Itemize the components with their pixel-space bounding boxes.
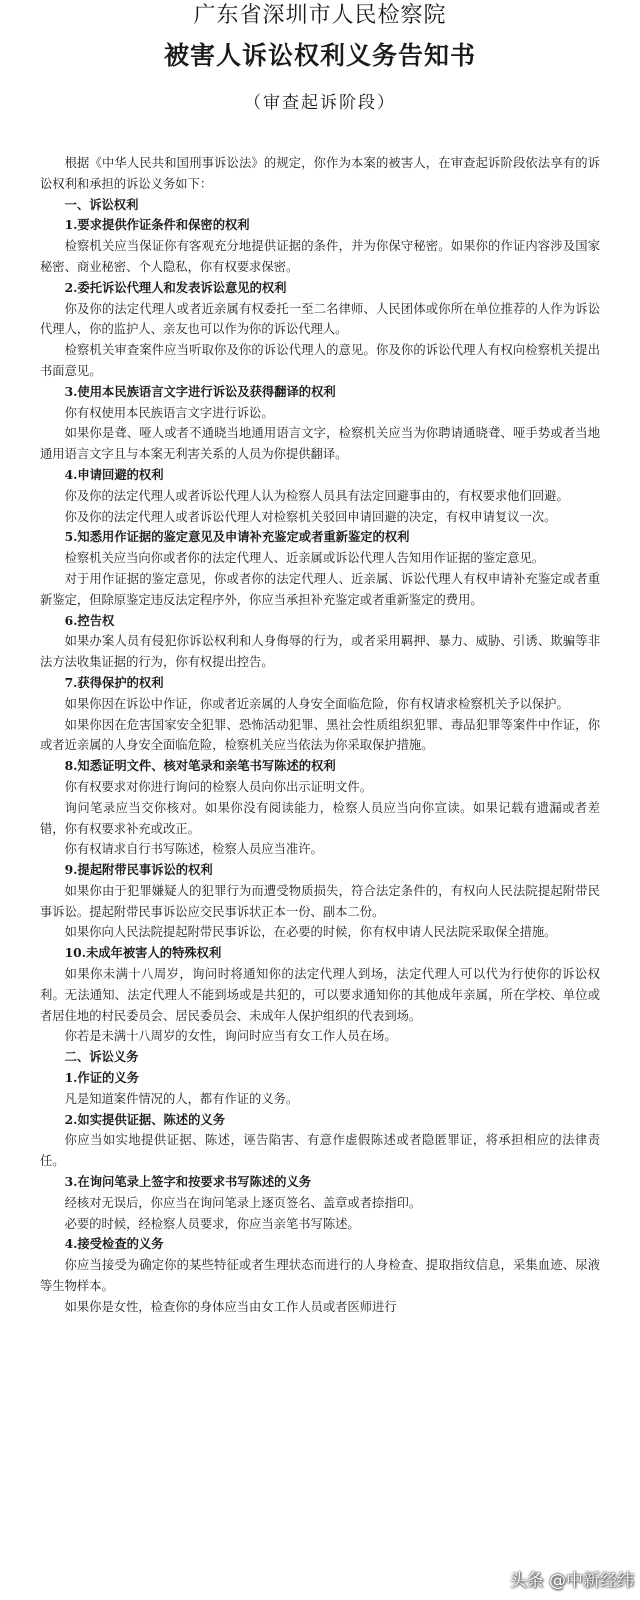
document-title: 被害人诉讼权利义务告知书	[163, 41, 476, 70]
paragraph: 对于用作证据的鉴定意见，你或者你的法定代理人、近亲属、诉讼代理人有权申请补充鉴定或者重新鉴定，但除原鉴定违反法定程序外，你应当承担补充鉴定或者重新鉴定的费用。	[40, 571, 600, 607]
item-heading: 2.如实提供证据、陈述的义务	[64, 1111, 225, 1127]
paragraph: 如果你是聋、哑人或者不通晓当地通用语言文字，检察机关应当为你聘请通晓聋、哑手势或者当地通用语言文字且与本案无利害关系的人员为你提供翻译。	[40, 426, 600, 462]
paragraph: 如果你因在危害国家安全犯罪、恐怖活动犯罪、黑社会性质组织犯罪、毒品犯罪等案件中作证，你或者近亲属的人身安全面临危险，检察机关应当依法为你采取保护措施。	[40, 717, 600, 753]
item-heading: 5.知悉用作证据的鉴定意见及申请补充鉴定或者重新鉴定的权利	[64, 529, 410, 545]
item-heading: 6.控告权	[64, 612, 115, 628]
paragraph: 检察机关审查案件应当听取你及你的诉讼代理人的意见。你及你的诉讼代理人有权向检察机关提出书面意见。	[40, 343, 600, 378]
paragraph: 你若是未满十八周岁的女性，询问时应当有女工作人员在场。	[64, 1029, 397, 1044]
paragraph: 如果你未满十八周岁，询问时将通知你的法定代理人到场，法定代理人可以代为行使你的诉讼权利。无法通知、法定代理人不能到场或是共犯的，可以要求通知你的其他成年亲属，所在学校、单位或者居住地的村民委员会、居民委员会、未成年人保护组织的代表到场。	[40, 967, 600, 1023]
paragraph: 你有权要求对你进行询问的检察人员向你出示证明文件。	[64, 779, 373, 794]
section-heading: 二、诉讼义务	[64, 1049, 139, 1065]
paragraph: 你应当接受为确定你的某些特征或者生理状态而进行的人身检查、提取指纹信息，采集血迹、尿液等生物样本。	[40, 1258, 600, 1294]
item-heading: 4.申请回避的权利	[64, 466, 164, 482]
paragraph: 如果你由于犯罪嫌疑人的犯罪行为而遭受物质损失，符合法定条件的，有权向人民法院提起附带民事诉讼。提起附带民事诉讼应交民事诉状正本一份、副本二份。	[40, 883, 600, 919]
paragraph: 经核对无误后，你应当在询问笔录上逐页签名、盖章或者捺指印。	[64, 1195, 422, 1210]
document-subtitle: （审查起诉阶段）	[244, 93, 396, 113]
paragraph: 如果你是女性，检查你的身体应当由女工作人员或者医师进行	[64, 1299, 397, 1314]
paragraph: 如果办案人员有侵犯你诉讼权利和人身侮辱的行为，或者采用羁押、暴力、威胁、引诱、欺骗等非法方法收集证据的行为，你有权提出控告。	[40, 634, 600, 670]
paragraph: 你有权请求自行书写陈述，检察人员应当准许。	[64, 842, 323, 857]
paragraph: 你及你的法定代理人或者近亲属有权委托一至二名律师、人民团体或你所在单位推荐的人作为诉讼代理人，你的监护人、亲友也可以作为你的诉讼代理人。	[40, 301, 600, 337]
item-heading: 7.获得保护的权利	[64, 674, 164, 690]
paragraph: 如果你向人民法院提起附带民事诉讼，在必要的时候，你有权申请人民法院采取保全措施。	[64, 925, 557, 940]
paragraph: 凡是知道案件情况的人，都有作证的义务。	[64, 1091, 299, 1106]
paragraph: 根据《中华人民共和国刑事诉讼法》的规定，你作为本案的被害人，在审查起诉阶段依法享有的诉讼权利和承担的诉讼义务如下：	[40, 156, 600, 191]
paragraph: 必要的时候，经检察人员要求，你应当亲笔书写陈述。	[64, 1216, 360, 1231]
item-heading: 1.作证的义务	[64, 1070, 139, 1086]
issuing-organization: 广东省深圳市人民检察院	[193, 3, 447, 28]
paragraph: 检察机关应当保证你有客观充分地提供证据的条件，并为你保守秘密。如果你的作证内容涉及国家秘密、商业秘密、个人隐私，你有权要求保密。	[40, 239, 600, 274]
paragraph: 检察机关应当向你或者你的法定代理人、近亲属或诉讼代理人告知用作证据的鉴定意见。	[64, 551, 545, 566]
paragraph: 你及你的法定代理人或者诉讼代理人认为检察人员具有法定回避事由的，有权要求他们回避。	[64, 488, 569, 503]
item-heading: 8.知悉证明文件、核对笔录和亲笔书写陈述的权利	[64, 758, 336, 774]
paragraph: 你应当如实地提供证据、陈述，诬告陷害、有意作虚假陈述或者隐匿罪证，将承担相应的法律责任。	[40, 1133, 600, 1169]
paragraph: 你及你的法定代理人或者诉讼代理人对检察机关驳回申请回避的决定，有权申请复议一次。	[64, 509, 557, 524]
paragraph: 询问笔录应当交你核对。如果你没有阅读能力，检察人员应当向你宣读。如果记载有遗漏或者差错，你有权要求补充或改正。	[40, 800, 600, 836]
item-heading: 4.接受检查的义务	[64, 1236, 164, 1252]
document-body	[40, 153, 600, 1318]
section-heading: 一、诉讼权利	[64, 196, 139, 212]
item-heading: 1.要求提供作证条件和保密的权利	[64, 217, 250, 233]
item-heading: 2.委托诉讼代理人和发表诉讼意见的权利	[64, 279, 287, 295]
paragraph: 你有权使用本民族语言文字进行诉讼。	[64, 405, 274, 420]
item-heading: 3.在询问笔录上签字和按要求书写陈述的义务	[64, 1174, 312, 1190]
source-watermark: 头条 @中新经纬	[509, 1571, 634, 1591]
item-heading: 3.使用本民族语言文字进行诉讼及获得翻译的权利	[64, 383, 336, 399]
item-heading: 10.未成年被害人的特殊权利	[64, 945, 222, 961]
paragraph: 如果你因在诉讼中作证，你或者近亲属的人身安全面临危险，你有权请求检察机关予以保护。	[64, 696, 569, 711]
item-heading: 9.提起附带民事诉讼的权利	[64, 862, 213, 878]
